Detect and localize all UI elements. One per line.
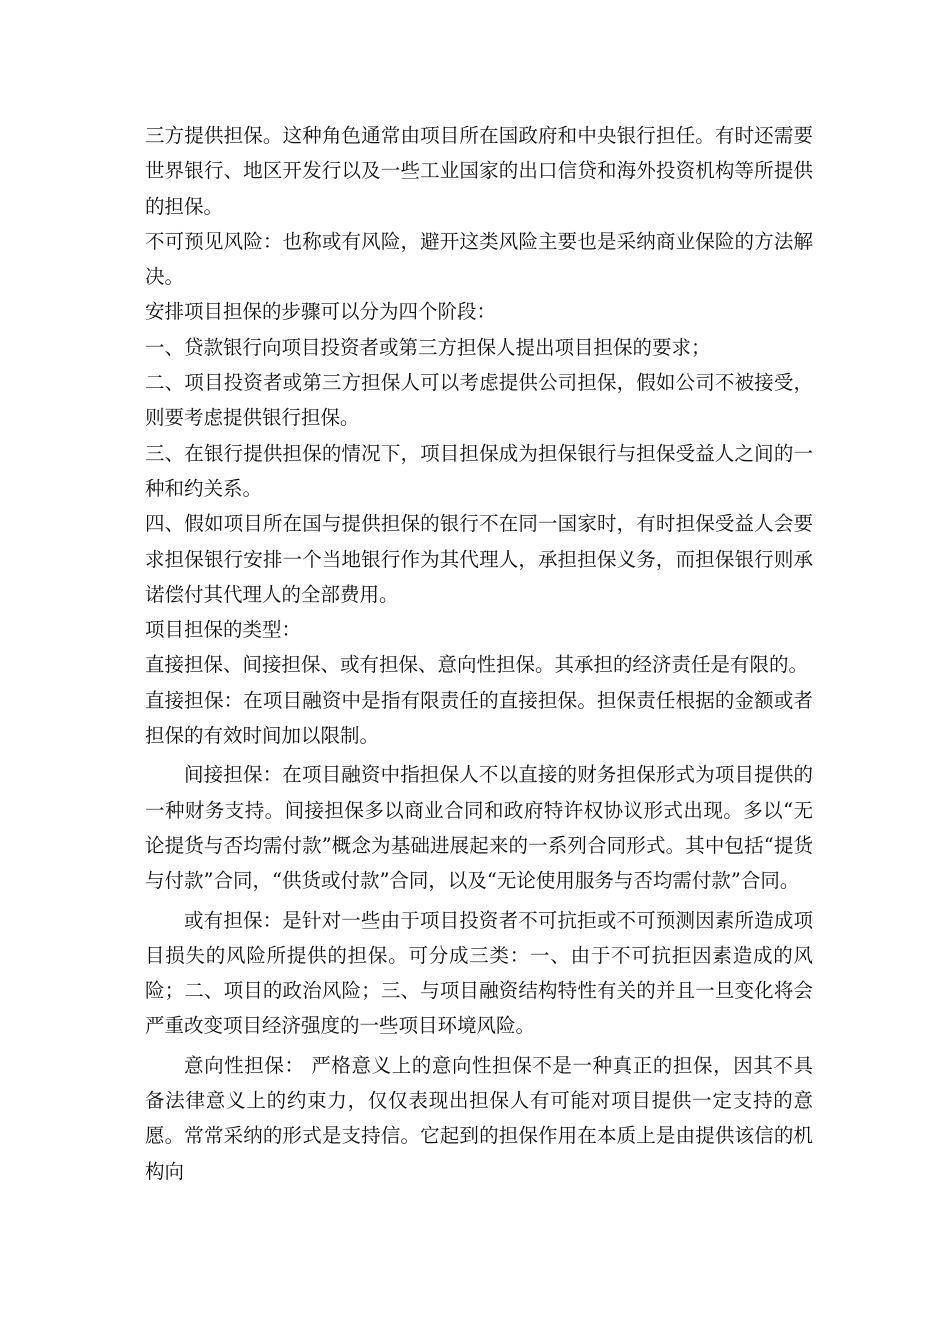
- paragraph-direct-guarantee: 直接担保：在项目融资中是指有限责任的直接担保。担保责任根据的金额或者担保的有效时间加以限制。: [145, 688, 813, 748]
- paragraph-letter-of-intent-guarantee: 意向性担保： 严格意义上的意向性担保不是一种真正的担保，因其不具备法律意义上的约束力，仅仅表现出担保人有可能对项目提供一定支持的意愿。常常采纳的形式是支持信。它起到的担保作用在本质上是由提供该信的机构向: [145, 1053, 813, 1183]
- paragraph-guarantee-types-list: 直接担保、间接担保、或有担保、意向性担保。其承担的经济责任是有限的。: [145, 653, 809, 677]
- paragraph-unforeseen-risk: 不可预见风险：也称或有风险，避开这类风险主要也是采纳商业保险的方法解决。: [145, 229, 813, 289]
- paragraph-step-two: 二、项目投资者或第三方担保人可以考虑提供公司担保，假如公司不被接受，则要考虑提供银行担保。: [145, 371, 813, 430]
- paragraph-step-one: 一、贷款银行向项目投资者或第三方担保人提出项目担保的要求；: [145, 335, 711, 359]
- paragraph-guarantee-types-heading: 项目担保的类型：: [145, 618, 302, 642]
- paragraph-steps-intro: 安排项目担保的步骤可以分为四个阶段：: [145, 300, 497, 324]
- paragraph-step-three: 三、在银行提供担保的情况下，项目担保成为担保银行与担保受益人之间的一种和约关系。: [145, 441, 813, 500]
- paragraph-indirect-guarantee: 间接担保：在项目融资中指担保人不以直接的财务担保形式为项目提供的一种财务支持。间接担保多以商业合同和政府特许权协议形式出现。多以“无论提货与否均需付款”概念为基础进展起来的一系列合同形式。其中包括“提货与付款”合同，“供货或付款”合同，以及“无论使用服务与否均需付款”合同。: [145, 763, 813, 893]
- paragraph-third-party-guarantee: 三方提供担保。这种角色通常由项目所在国政府和中央银行担任。有时还需要世界银行、地区开发行以及一些工业国家的出口信贷和海外投资机构等所提供的担保。: [145, 124, 813, 218]
- paragraph-contingent-guarantee: 或有担保：是针对一些由于项目投资者不可抗拒或不可预测因素所造成项目损失的风险所提供的担保。可分成三类：一、由于不可抗拒因素造成的风险；二、项目的政治风险；三、与项目融资结构特性有关的并且一旦变化将会严重改变项目经济强度的一些项目环境风险。: [145, 908, 813, 1038]
- paragraph-step-four: 四、假如项目所在国与提供担保的银行不在同一国家时，有时担保受益人会要求担保银行安排一个当地银行作为其代理人，承担担保义务，而担保银行则承诺偿付其代理人的全部费用。: [145, 512, 813, 606]
- document-body: [145, 118, 813, 1189]
